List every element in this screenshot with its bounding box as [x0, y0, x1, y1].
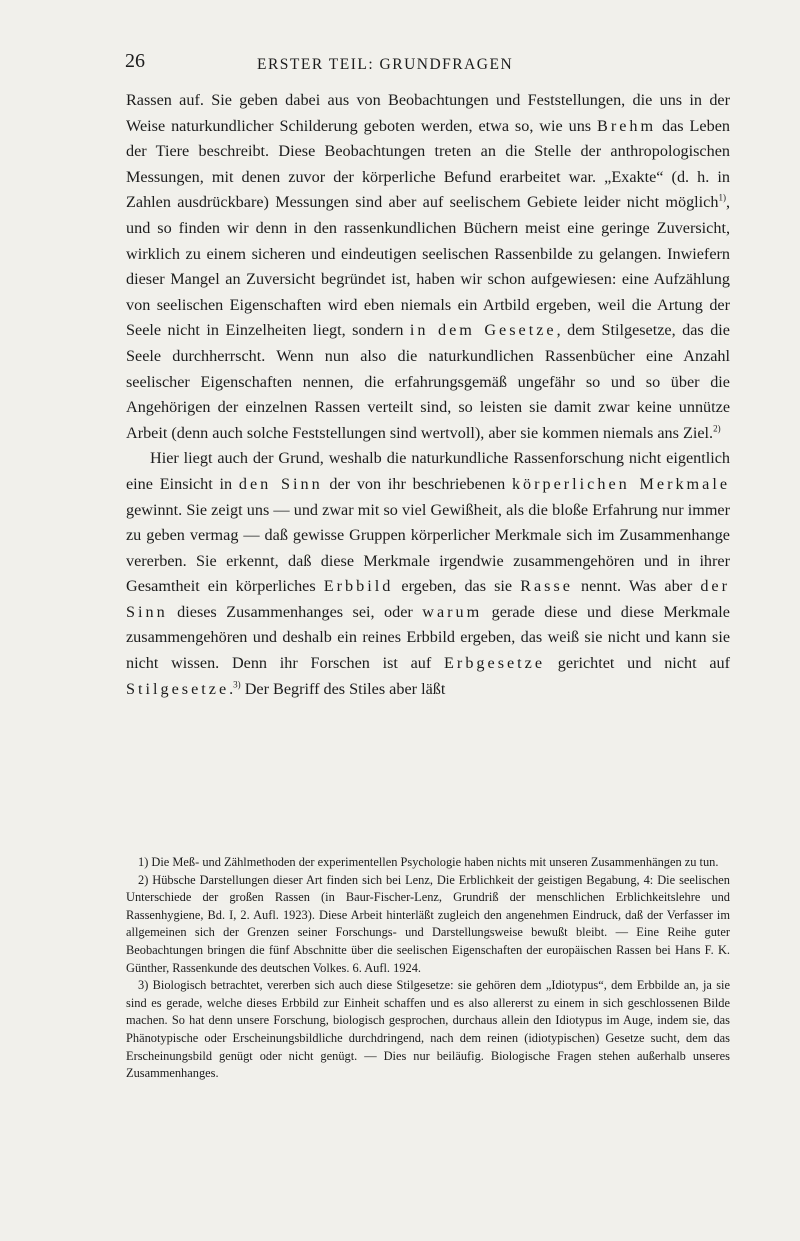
paragraph — [126, 446, 730, 702]
spaced-emphasis: der Sinn — [126, 577, 730, 621]
text-run: dieses Zusammenhanges sei, oder — [167, 602, 423, 621]
text-run: ergeben, das sie — [393, 577, 521, 596]
text-run: das Leben der Tiere beschreibt. Diese Beobachtungen treten an die Stelle der anthropologischen Messungen, mit denen zuvor der körperliche Befund erarbeitet war. „Exakte“ (d. h. in Zahlen ausdrückbare) Messungen sind aber auf seelischem Gebiete leider nicht möglich — [126, 116, 730, 212]
footnote: 3) Biologisch betrachtet, vererben sich auch diese Stilgesetze: sie gehören dem „Idiotypus“, dem Erbbilde an, ja sie sind es gerade, welche dieses Erbbild zur Einheit schaffen und es also allererst zu einem in sich geschlossenen Bilde machen. So hat denn unsere Forschung, biologisch gesprochen, durchaus allein den Idiotypus im Auge, indem sie, das Phänotypische oder Erscheinungsbildliche durchdringend, nach dem reinen (idiotypischen) Gesetze sucht, dem das Erscheinungsbild genügt oder nicht genügt. — Dies nur beiläufig. Biologische Fragen stehen außerhalb unseres Zusammenhanges. — [126, 978, 730, 1081]
spaced-emphasis: Erbbild — [323, 577, 394, 596]
footnote-ref: 3) — [233, 679, 241, 690]
paragraph — [126, 88, 730, 446]
spaced-emphasis: Brehm — [597, 116, 657, 135]
spaced-emphasis: Stilgesetze — [126, 679, 230, 698]
text-run: nennt. Was aber — [572, 577, 701, 596]
text-run: Rassen auf. Sie geben dabei aus von Beobachtungen und Feststellungen, die uns in der Weise naturkundlicher Schilderung geboten werden, etwa so, wie uns — [126, 91, 730, 135]
footnote-ref: 1) — [718, 192, 726, 203]
footnotes — [126, 854, 730, 1083]
page-number: 26 — [125, 50, 145, 72]
spaced-emphasis: körperlichen Merkmale — [511, 474, 731, 493]
body-text — [126, 88, 730, 702]
spaced-emphasis: Erbgesetze — [444, 654, 546, 673]
spaced-emphasis: Rasse — [520, 577, 573, 596]
text-run: , und so finden wir denn in den rassenkundlichen Büchern meist eine geringe Zuversicht, wirklich zu einem sicheren und eindeutigen seelischen Rassenbilde zu gelangen. Inwiefern dieser Mangel an Zuversicht begründet ist, haben wir schon aufgewiesen: eine Aufzählung von seelischen Eigenschaften wird eben niemals ein Artbild ergeben, weil die Artung der Seele nicht in Einzelheiten liegt, sondern — [126, 193, 730, 340]
running-head: ERSTER TEIL: GRUNDFRAGEN — [257, 56, 514, 73]
footnote: 2) Hübsche Darstellungen dieser Art finden sich bei Lenz, Die Erblichkeit der geistigen Begabung, 4: Die seelischen Unterschiede der großen Rassen (in Baur-Fischer-Lenz, Grundriß der menschlichen Erblichkeitslehre und Rassenhygiene, Bd. I, 2. Aufl. 1923). Diese Arbeit hinterläßt zugleich den angenehmen Eindruck, daß der Verfasser im allgemeinen sich der Grenzen seiner Forschungs- und Darstellungsweise bewußt bleibt. — Eine Reihe guter Beobachtungen bringen die fünf Abschnitte über die seelischen Eigenschaften der europäischen Rassen bei Hans F. K. Günther, Rassenkunde des deutschen Volkes. 6. Aufl. 1924. — [126, 872, 730, 975]
page-header — [125, 50, 725, 90]
text-run: der von ihr beschriebenen — [322, 474, 512, 493]
text-run: gewinnt. Sie zeigt uns — und zwar mit so viel Gewißheit, als die bloße Erfahrung nur immer zu geben vermag — daß gewisse Gruppen körperlicher Merkmale sich im Zusammenhange vererben. Sie erkennt, daß diese Merkmale irgendwie zusammengehören und in ihrer Gesamtheit ein körperliches — [126, 500, 730, 596]
text-run: Der Begriff des Stiles aber läßt — [240, 679, 446, 698]
spaced-emphasis: den Sinn — [238, 474, 323, 493]
text-run: , dem Stilgesetze, das die Seele durchherrscht. Wenn nun also die naturkundlichen Rassenbücher eine Anzahl seelischer Eigenschaften nennen, die erfahrungsgemäß ungefähr so und so über die Angehörigen der einzelnen Rassen verteilt sind, so leisten sie damit zwar keine unnütze Arbeit (denn auch solche Feststellungen sind wertvoll), aber sie kommen niemals ans Ziel. — [126, 321, 730, 442]
spaced-emphasis: warum — [422, 602, 483, 621]
spaced-emphasis: in dem Gesetze — [409, 321, 557, 340]
text-run: Hier liegt auch der Grund, weshalb die naturkundliche Rassenforschung nicht eigentlich eine Einsicht in — [126, 449, 730, 493]
footnote-ref: 2) — [713, 423, 721, 434]
footnote: 1) Die Meß- und Zählmethoden der experimentellen Psychologie haben nichts mit unseren Zusammenhängen zu tun. — [138, 855, 719, 869]
text-run: gerade diese und diese Merkmale zusammengehören und deshalb ein reines Erbbild ergeben, das weiß sie nicht und kann sie nicht wissen. Denn ihr Forschen ist auf — [126, 602, 730, 673]
text-run: . — [229, 679, 234, 698]
text-run: gerichtet und nicht auf — [545, 654, 730, 673]
